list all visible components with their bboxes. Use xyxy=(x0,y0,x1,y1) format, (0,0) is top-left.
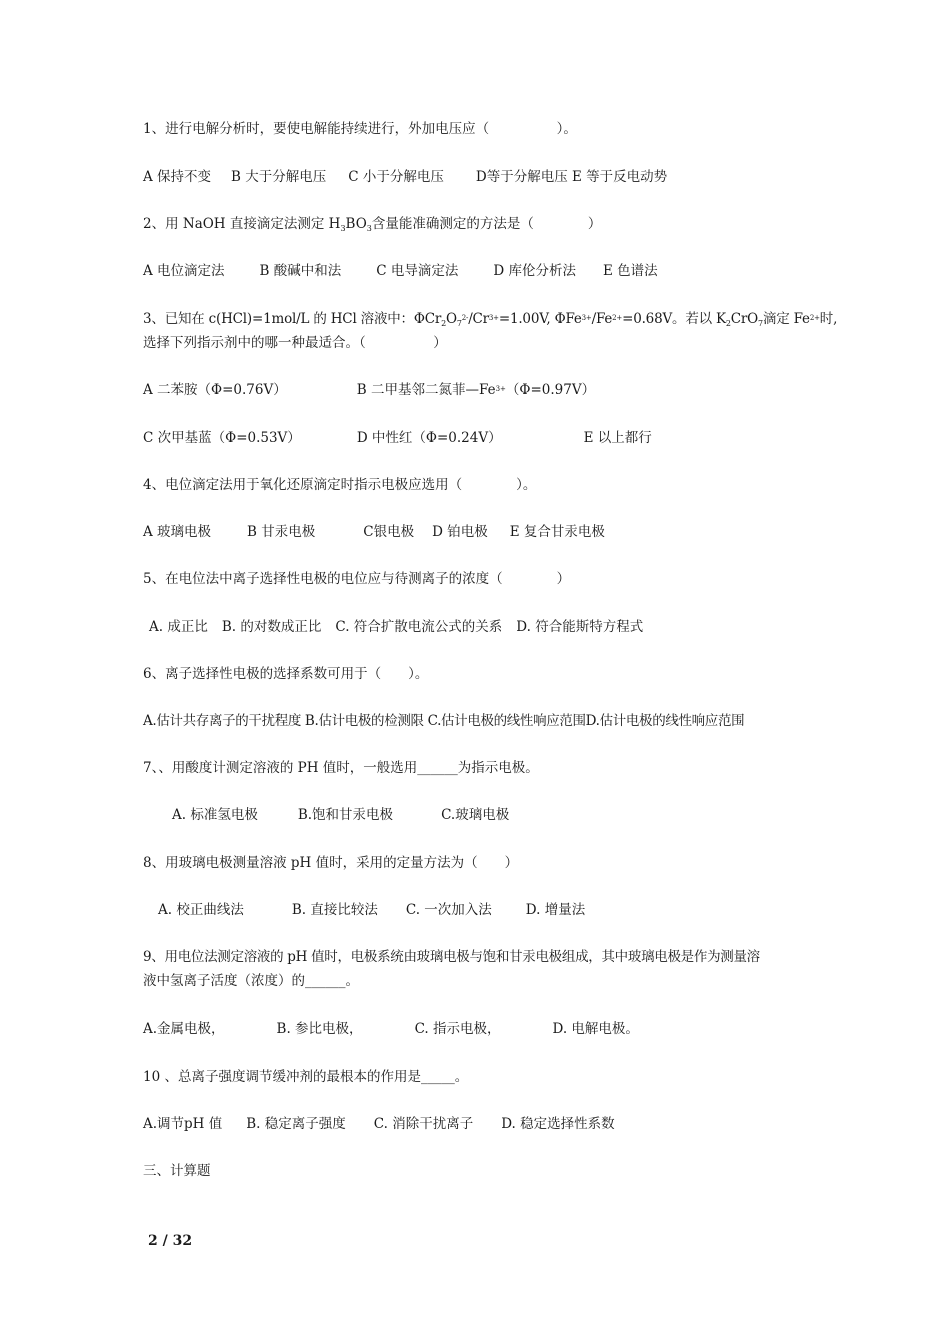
question-2: 2、用 NaOH 直接滴定法测定 $H_3BO_3$含量能准确测定的方法是（ ） xyxy=(143,216,602,233)
question-9: 9、用电位法测定溶液的 pH 值时，电极系统由玻璃电极与饱和甘汞电极组成，其中玻璃电极是作为测量溶 xyxy=(143,949,760,965)
question-4-options xyxy=(143,521,823,543)
option-d: D. 稳定选择性系数 xyxy=(501,1116,615,1132)
option-d: D. 符合能斯特方程式 xyxy=(516,619,644,635)
question-4: 4、电位滴定法用于氧化还原滴定时指示电极应选用（ ）。 xyxy=(143,477,537,493)
option-a: A. 校正曲线法 xyxy=(158,902,244,918)
section-title: 三、计算题 xyxy=(143,1163,211,1179)
option-a: A.调节pH 值 xyxy=(143,1116,223,1132)
option-d: D. 电解电极。 xyxy=(552,1021,639,1037)
question-6: 6、离子选择性电极的选择系数可用于（ ）。 xyxy=(143,666,429,682)
question-7-options xyxy=(172,804,852,826)
option-b: B 大于分解电压 xyxy=(231,169,327,185)
option-a: A 保持不变 xyxy=(143,169,212,185)
question-7: 7、、用酸度计测定溶液的 PH 值时，一般选用______为指示电极。 xyxy=(143,760,539,776)
option-a: A.金属电极， xyxy=(143,1021,225,1037)
question-1: 1、进行电解分析时，要使电解能持续进行，外加电压应（ ）。 xyxy=(143,121,577,137)
option-d: D. 增量法 xyxy=(525,902,586,918)
option-b: B. 的对数成正比 xyxy=(221,619,322,635)
question-3-options-ab xyxy=(143,379,823,401)
option-a: A 玻璃电极 xyxy=(143,524,212,540)
question-6-options: A.估计共存离子的干扰程度 B.估计电极的检测限 C.估计电极的线性响应范围D.估计电极的线性响应范围 xyxy=(143,713,745,729)
option-c: C. 指示电极， xyxy=(414,1021,501,1037)
option-c: C. 符合扩散电流公式的关系 xyxy=(335,619,503,635)
option-b: B 二甲基邻二氮菲$—Fe^{3+}(\Phi=0.97V)$ xyxy=(356,382,596,398)
question-3: 3、已知在 c(HCl)=1mol/L 的 HCl 溶液中：$\Phi Cr_2O_7^{2-}/Cr^{3+}=1.00V$, $\Phi Fe^{3+}/Fe^{2+}=0.68V$。若以 $K_2CrO_7$滴定 $Fe^{2+}$时, xyxy=(143,311,838,328)
option-a: A. 标准氢电极 xyxy=(172,807,258,823)
option-c: C 电导滴定法 xyxy=(376,263,459,279)
option-d: D 铂电极 xyxy=(432,524,488,540)
option-b: B. 参比电极， xyxy=(276,1021,363,1037)
question-2-options xyxy=(143,260,823,282)
question-1-options xyxy=(143,166,823,188)
option-c: C 次甲基蓝（Φ=0.53V） xyxy=(143,430,301,446)
option-b: B. 直接比较法 xyxy=(291,902,378,918)
option-e: E 以上都行 xyxy=(583,430,652,446)
question-5: 5、在电位法中离子选择性电极的电位应与待测离子的浓度（ ） xyxy=(143,571,571,587)
page-number: 2 / 32 xyxy=(148,1233,193,1249)
question-10: 10 、总离子强度调节缓冲剂的最根本的作用是_____。 xyxy=(143,1069,469,1085)
option-b: B.饱和甘汞电极 xyxy=(297,807,394,823)
option-d: D 库伦分析法 xyxy=(493,263,577,279)
option-d-e: D等于分解电压 E 等于反电动势 xyxy=(475,169,668,185)
question-8-options xyxy=(158,899,838,921)
option-c: C 小于分解电压 xyxy=(348,169,444,185)
question-5-options xyxy=(149,616,829,638)
option-c: C银电极 xyxy=(363,524,415,540)
question-3-options-cde xyxy=(143,427,823,449)
option-b: B 酸碱中和法 xyxy=(259,263,342,279)
option-b: B 甘汞电极 xyxy=(247,524,316,540)
option-a: A. 成正比 xyxy=(149,619,208,635)
option-c: C.玻璃电极 xyxy=(441,807,510,823)
question-9-line-2: 液中氢离子活度（浓度）的______。 xyxy=(143,973,359,989)
option-b: B. 稳定离子强度 xyxy=(246,1116,346,1132)
option-e: E 色谱法 xyxy=(603,263,658,279)
option-e: E 复合甘汞电极 xyxy=(509,524,605,540)
option-c: C. 一次加入法 xyxy=(405,902,492,918)
option-a: A 电位滴定法 xyxy=(143,263,225,279)
question-9-options xyxy=(143,1018,823,1040)
question-8: 8、用玻璃电极测量溶液 pH 值时，采用的定量方法为（ ） xyxy=(143,855,519,871)
option-d: D 中性红（Φ=0.24V） xyxy=(356,430,502,446)
option-a: A 二苯胺（Φ=0.76V） xyxy=(143,382,287,398)
question-3-line-2: 选择下列指示剂中的哪一种最适合。（ ） xyxy=(143,335,447,351)
question-10-options xyxy=(143,1113,823,1135)
option-c: C. 消除干扰离子 xyxy=(373,1116,474,1132)
